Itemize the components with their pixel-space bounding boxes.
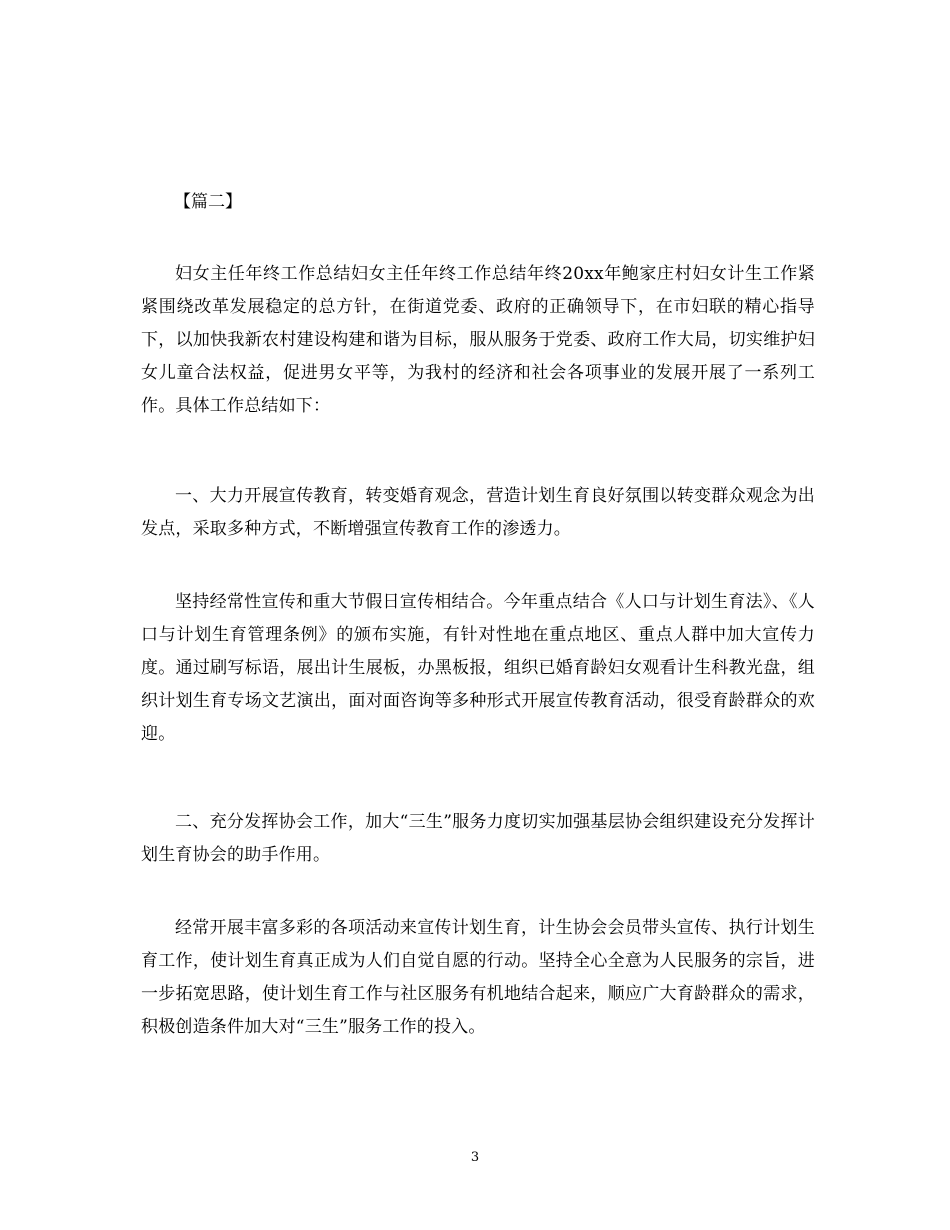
paragraph-section-one-heading: 一、大力开展宣传教育，转变婚育观念，营造计划生育良好氛围以转变群众观念为出发点，采取多种方式，不断增强宣传教育工作的渗透力。 [141,486,815,539]
paragraph-section-one-body: 坚持经常性宣传和重大节假日宣传相结合。今年重点结合《人口与计划生育法》、《人口与计划生育管理条例》的颁布实施，有针对性地在重点地区、重点人群中加大宣传力度。通过刷写标语，展出计生展板，办黑板报，组织已婚育龄妇女观看计生科教光盘，组织计划生育专场文艺演出，面对面咨询等多种形式开展宣传教育活动，很受育龄群众的欢迎。 [141,592,815,744]
paragraph-section-two-body: 经常开展丰富多彩的各项活动来宣传计划生育，计生协会会员带头宣传、执行计划生育工作，使计划生育真正成为人们自觉自愿的行动。坚持全心全意为人民服务的宗旨，进一步拓宽思路，使计划生育工作与社区服务有机地结合起来，顺应广大育龄群众的需求，积极创造条件加大对“三生”服务工作的投入。 [141,918,815,1037]
page-number: 3 [470,1150,480,1165]
paragraph-intro: 妇女主任年终工作总结妇女主任年终工作总结年终20xx年鲍家庄村妇女计生工作紧紧围绕改革发展稳定的总方针，在街道党委、政府的正确领导下，在市妇联的精心指导下，以加快我新农村建设构建和谐为目标，服从服务于党委、政府工作大局，切实维护妇女儿童合法权益，促进男女平等，为我村的经济和社会各项事业的发展开展了一系列工作。具体工作总结如下： [141,264,815,416]
paragraph-section-two-heading: 二、充分发挥协会工作，加大“三生”服务力度切实加强基层协会组织建设充分发挥计划生育协会的助手作用。 [141,812,815,865]
section-heading: 【篇二】 [174,192,242,212]
